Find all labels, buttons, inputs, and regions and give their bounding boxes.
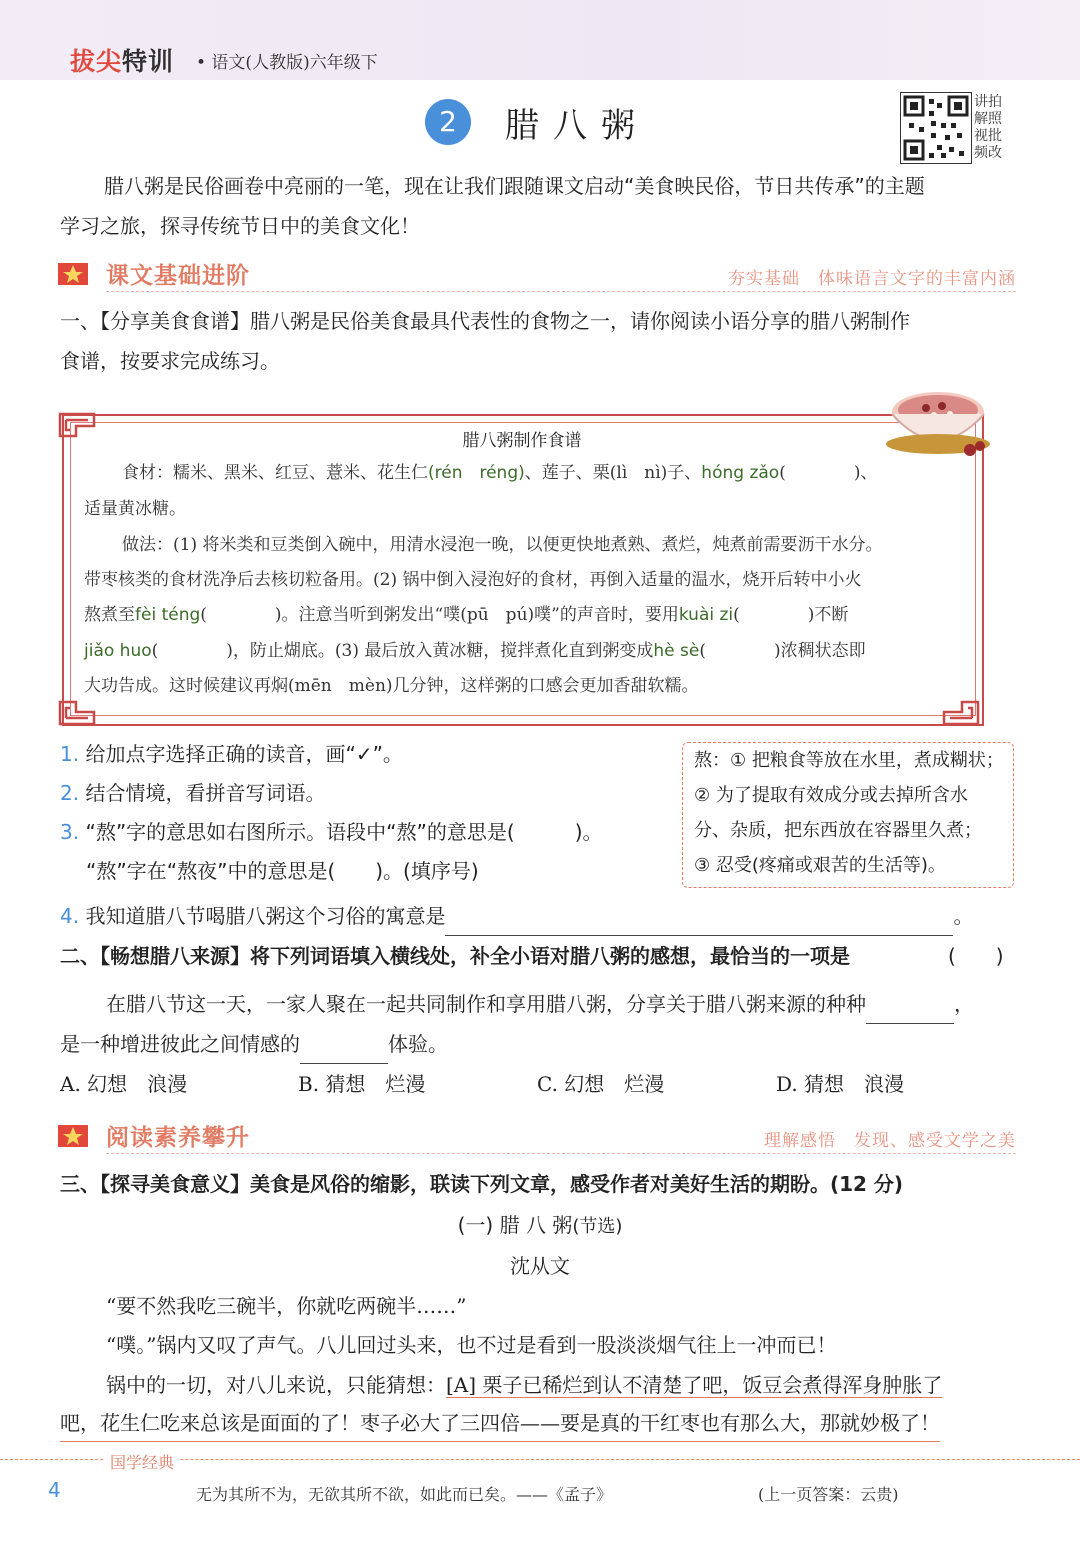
article-p3: 锅中的一切，对八儿来说，只能猜想：[A] 栗子已稀烂到认不清楚了吧，饭豆会煮得浑身肿胀了 (106, 1373, 943, 1397)
corner-ornament-icon (58, 698, 98, 726)
article-p2: “噗。”锅内又叹了声气。八儿回过头来，也不过是看到一股淡淡烟气往上一冲而已！ (106, 1333, 837, 1357)
page-number: 4 (48, 1478, 61, 1502)
recipe-line-method: 做法：(1) 将米类和豆类倒入碗中，用清水浸泡一晚，以便更快地煮熟、煮烂，炖煮前需要沥干水分。 (122, 535, 883, 555)
corner-ornament-icon (940, 698, 980, 726)
section-tag: 理解感悟 发现、感受文学之美 (764, 1131, 1016, 1151)
qr-label: 讲拍 解照 视批 频改 (974, 94, 1002, 161)
option-c[interactable]: C. 幻想 烂漫 (537, 1072, 665, 1096)
article-author: 沈从文 (510, 1254, 570, 1278)
section-title: 阅读素养攀升 (106, 1125, 250, 1151)
recipe-line-5: 熬煮至fèi téng( )。注意当听到粥发出“噗(pū pú)噗”的声音时，要用kuài zi( )不断 (84, 605, 849, 625)
footer-tag: 国学经典 (104, 1450, 180, 1473)
def-line-3: 分、杂质，把东西放在容器里久煮； (694, 820, 982, 841)
footer-quote: 无为其所不为，无欲其所不欲，如此而已矣。——《孟子》 (196, 1485, 613, 1504)
def-line-2: ② 为了提取有效成分或去掉所含水 (694, 785, 968, 806)
q1-line-2: 食谱，按要求完成练习。 (60, 349, 280, 373)
article-title: (一) 腊 八 粥(节选) (457, 1213, 623, 1237)
section-bar-reading (58, 1118, 1016, 1154)
footer-answer: (上一页答案：云贵) (758, 1485, 899, 1504)
option-d[interactable]: D. 猜想 浪漫 (776, 1072, 905, 1096)
answer-line[interactable] (445, 911, 953, 936)
brand-logo (70, 42, 174, 78)
header-subtitle: • 语文(人教版)六年级下 (196, 53, 378, 73)
lesson-number: 2 (425, 99, 471, 145)
section-divider (106, 291, 1016, 292)
recipe-line-4: 带枣核类的食材洗净后去核切粒备用。(2) 锅中倒入浸泡好的食材，再倒入适量的温水，烧开后转中小火 (84, 570, 862, 590)
q2-passage-2: 是一种增进彼此之间情感的 体验。 (60, 1024, 448, 1064)
section-bar-basics (58, 256, 1016, 292)
porridge-bowl-icon (876, 384, 1006, 464)
option-a[interactable]: A. 幻想 浪漫 (60, 1072, 188, 1096)
recipe-title: 腊八粥制作食谱 (462, 431, 582, 451)
section-divider (106, 1153, 1016, 1154)
def-line-1: 熬：① 把粮食等放在水里，煮成糊状； (694, 750, 1004, 771)
qr-code-icon[interactable] (900, 92, 972, 164)
section-title: 课文基础进阶 (106, 263, 250, 289)
subq-2: 2. 结合情境，看拼音写词语。 (60, 781, 326, 805)
subq-4: 4. 我知道腊八节喝腊八粥这个习俗的寓意是 。 (60, 896, 1030, 936)
recipe-line-6: jiǎo huo( )，防止煳底。(3) 最后放入黄冰糖，搅拌煮化直到粥变成hè sè( )浓稠状态即 (84, 641, 866, 661)
article-p1: “要不然我吃三碗半，你就吃两碗半……” (106, 1294, 467, 1318)
intro-line-1: 腊八粥是民俗画卷中亮丽的一笔，现在让我们跟随课文启动“美食映民俗，节日共传承”的主题 (104, 174, 925, 198)
recipe-line-ingredients: 食材：糯米、黑米、红豆、薏米、花生仁(rén réng)、莲子、栗(lì nì)子、hóng zǎo( )、 (122, 463, 878, 483)
brand-b: 特训 (122, 47, 175, 76)
article-p4: 吧，花生仁吃来总该是面面的了！枣子必大了三四倍——要是真的干红枣也有那么大，那就妙极了！ (60, 1405, 940, 1442)
option-b[interactable]: B. 猜想 烂漫 (298, 1072, 426, 1096)
q2-answer-paren[interactable]: ( ) (948, 944, 1004, 968)
brand-a: 拔尖 (70, 47, 123, 76)
lesson-title: 腊八粥 (505, 106, 649, 146)
subq-3b: “熬”字在“熬夜”中的意思是( )。(填序号) (86, 859, 479, 883)
star-banner-icon (58, 259, 92, 289)
star-banner-icon (58, 1121, 92, 1151)
blank-2[interactable] (300, 1039, 388, 1064)
intro-line-2: 学习之旅，探寻传统节日中的美食文化！ (60, 214, 420, 238)
recipe-line-7: 大功告成。这时候建议再焖(mēn mèn)几分钟，这样粥的口感会更加香甜软糯。 (84, 676, 699, 696)
q1-line-1: 一、【分享美食食谱】腊八粥是民俗美食最具代表性的食物之一，请你阅读小语分享的腊八粥制作 (60, 309, 910, 333)
blank-1[interactable] (866, 999, 954, 1024)
subq-1: 1. 给加点字选择正确的读音，画“✓”。 (60, 742, 403, 766)
q3-heading: 三、【探寻美食意义】美食是风俗的缩影，联读下列文章，感受作者对美好生活的期盼。(12 分) (60, 1172, 904, 1196)
q2-passage-1: 在腊八节这一天，一家人聚在一起共同制作和享用腊八粥，分享关于腊八粥来源的种种 ， (106, 984, 974, 1024)
recipe-line-2: 适量黄冰糖。 (84, 499, 186, 519)
def-line-4: ③ 忍受(疼痛或艰苦的生活等)。 (694, 855, 946, 876)
section-tag: 夯实基础 体味语言文字的丰富内涵 (728, 269, 1016, 289)
subq-3: 3. “熬”字的意思如右图所示。语段中“熬”的意思是( )。 (60, 820, 603, 844)
q2-heading: 二、【畅想腊八来源】将下列词语填入横线处，补全小语对腊八粥的感想，最恰当的一项是 (60, 944, 850, 968)
